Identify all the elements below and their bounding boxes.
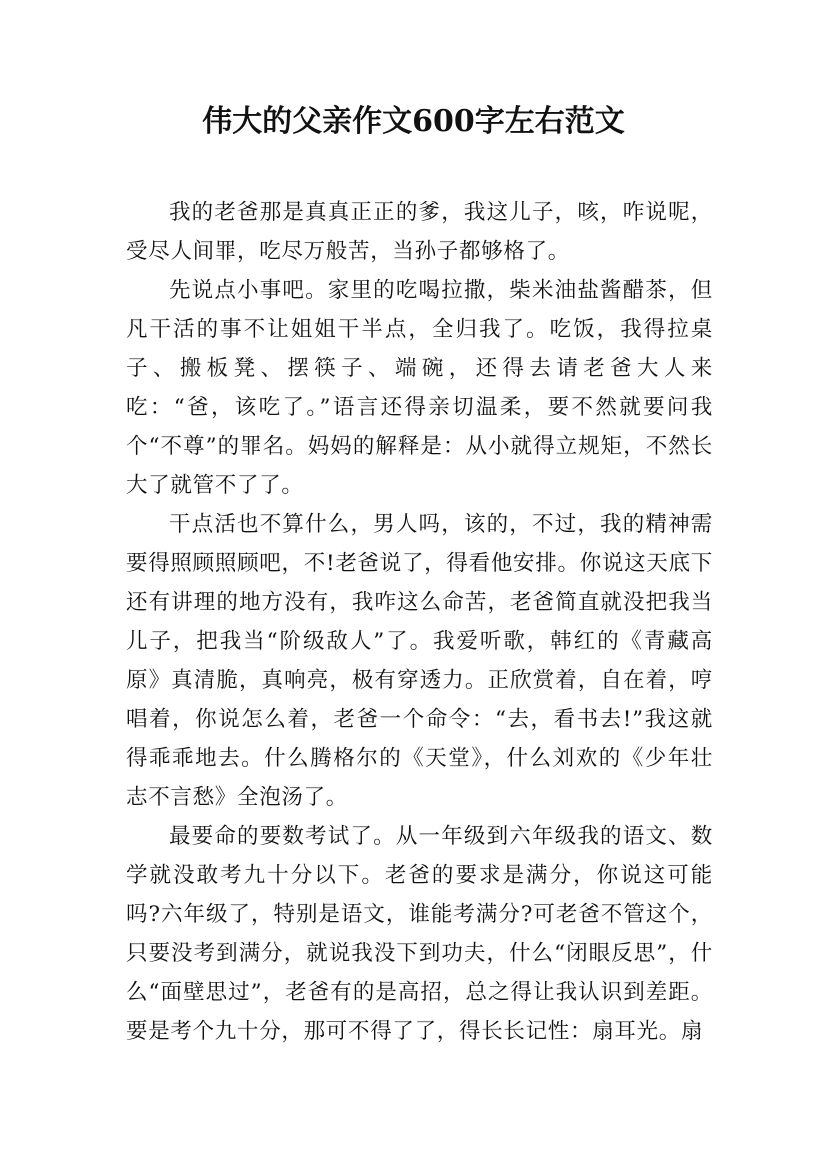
document-body [126, 193, 713, 1051]
paragraph: 干点活也不算什么，男人吗，该的，不过，我的精神需要得照顾照顾吧，不!老爸说了，得看他安排。你说这天底下还有讲理的地方没有，我咋这么命苦，老爸简直就没把我当儿子，把我当“阶级敌人”了。我爱听歌，韩红的《青藏高原》真清脆，真响亮，极有穿透力。正欣赏着，自在着，哼唱着，你说怎么着，老爸一个命令：“去，看书去!”我这就得乖乖地去。什么腾格尔的《天堂》，什么刘欢的《少年壮志不言愁》全泡汤了。 [126, 512, 713, 810]
document-title: 伟大的父亲作文600字左右范文 [202, 104, 625, 139]
paragraph: 先说点小事吧。家里的吃喝拉撒，柴米油盐酱醋茶，但凡干活的事不让姐姐干半点，全归我了。吃饭，我得拉桌子、搬板凳、摆筷子、端碗，还得去请老爸大人来吃：“爸，该吃了。”语言还得亲切温柔，要不然就要问我个“不尊”的罪名。妈妈的解释是：从小就得立规矩，不然长大了就管不了了。 [126, 278, 713, 498]
paragraph: 我的老爸那是真真正正的爹，我这儿子，咳，咋说呢，受尽人间罪，吃尽万般苦，当孙子都够格了。 [126, 200, 713, 264]
paragraph: 最要命的要数考试了。从一年级到六年级我的语文、数学就没敢考九十分以下。老爸的要求是满分，你说这可能吗?六年级了，特别是语文，谁能考满分?可老爸不管这个，只要没考到满分，就说我没下到功夫，什么“闭眼反思”，什么“面壁思过”，老爸有的是高招，总之得让我认识到差距。要是考个九十分，那可不得了了，得长长记性：扇耳光。扇 [126, 824, 713, 1044]
